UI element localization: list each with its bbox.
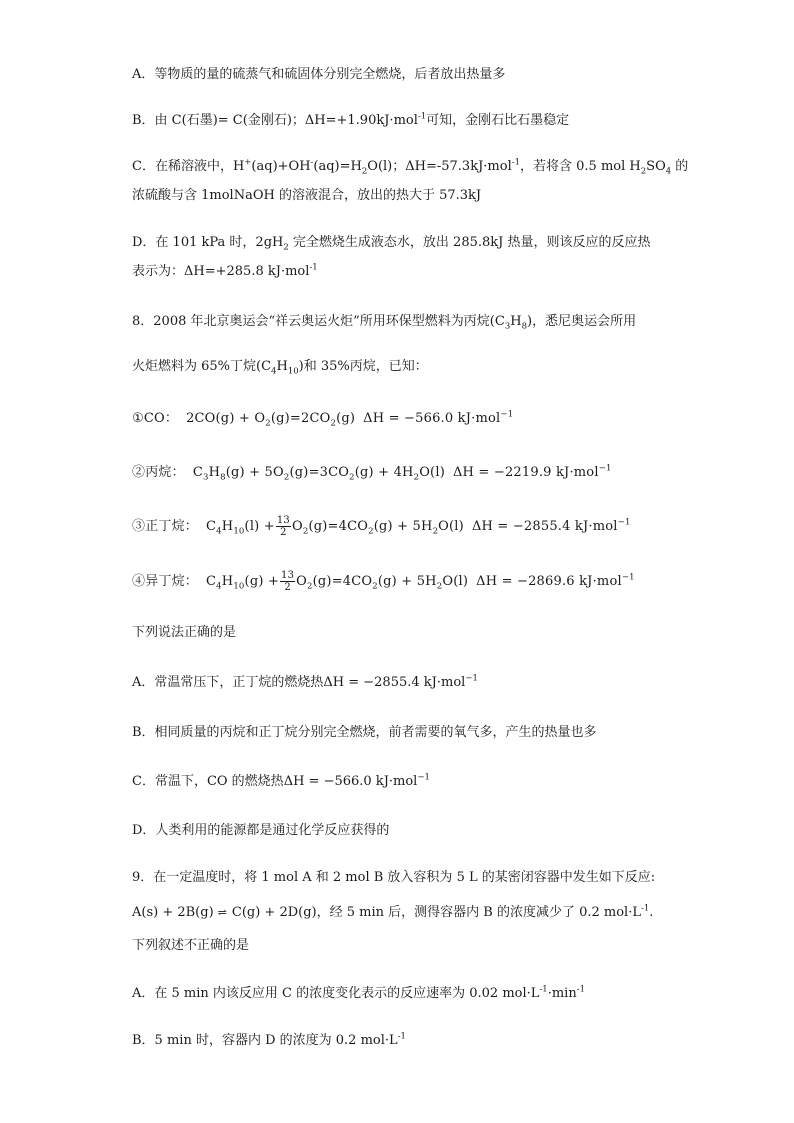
q8-reaction-2: ②丙烷： $C_3H_8(g) + 5O_2(g)=3CO_2(g) + 4H_2O(l) \Delta H = -2219.9$ kJ·mol$^{-1}$ bbox=[132, 463, 612, 483]
q8-prompt: 下列说法正确的是 bbox=[132, 625, 237, 640]
q8-option-a: A．常温常压下，正丁烷的燃烧热ΔH = −2855.4 kJ·mol$^{-1}$ bbox=[132, 673, 478, 690]
q8-stem-line2: 火炬燃料为 65%丁烷$(C_4H_{10})$和 35%丙烷，已知： bbox=[132, 359, 428, 377]
fraction: $\frac{13}{2}$ bbox=[276, 515, 290, 538]
q8-option-c: C．常温下，CO 的燃烧热ΔH = −566.0 kJ·mol$^{-1}$ bbox=[132, 772, 430, 789]
q8-reaction-4: ④异丁烷： $C_4H_{10}(g)$ + $\frac{13}{2}$ $O_2(g)=4CO_2(g) + 5H_2O(l) \Delta H = -2869.6$ kJ·mol$^{-1}$ bbox=[132, 570, 635, 593]
q9-option-b: B．5 min 时，容器内 D 的浓度为 0.2 $mol\cdot L^{-1}$ bbox=[132, 1031, 406, 1048]
q7-option-c-line2: 浓硫酸与含 1molNaOH 的溶液混合，放出的热大于 57.3kJ bbox=[132, 188, 482, 203]
q8-option-d: D．人类利用的能源都是通过化学反应获得的 bbox=[132, 823, 390, 838]
q7-option-d-line1: D．在 101 kPa 时，$2gH_2$ 完全燃烧生成液态水，放出 285.8kJ 热量，则该反应的反应热 bbox=[132, 235, 651, 253]
q9-stem-line3: 下列叙述不正确的是 bbox=[132, 938, 250, 953]
q9-stem-line1: 9．在一定温度时，将 1 mol A 和 2 mol B 放入容积为 5 L 的某密闭容器中发生如下反应: bbox=[132, 870, 656, 885]
q7-option-a: A．等物质的量的硫蒸气和硫固体分别完全燃烧，后者放出热量多 bbox=[132, 67, 506, 82]
q7-option-c-line1: C．在稀溶液中，$H^+(aq)+OH^-(aq)=H_2O(l)$；ΔH=-57.3kJ·mol$^{-1}$，若将含 0.5 mol $H_2SO_4$ 的 bbox=[132, 157, 689, 177]
q8-reaction-3: ③正丁烷： $C_4H_{10}(l)$ + $\frac{13}{2}$ $O_2(g)=4CO_2(g) + 5H_2O(l) \Delta H = -2855.4$ kJ·mol$^{-1}$ bbox=[132, 515, 631, 538]
q9-option-a: A．在 5 min 内该反应用 C 的浓度变化表示的反应速率为 0.02 $mol\cdot L^{-1}\cdot\min^{-1}$ bbox=[132, 984, 585, 1001]
q8-option-b: B．相同质量的丙烷和正丁烷分别完全燃烧，前者需要的氧气多，产生的热量也多 bbox=[132, 725, 597, 740]
fraction: $\frac{13}{2}$ bbox=[281, 570, 295, 593]
q9-stem-line2: A(s) + 2B(g) ⇌ C(g) + 2D(g)，经 5 min 后，测得容器内 B 的浓度减少了 0.2 $mol\cdot L^{-1}$. bbox=[132, 903, 654, 920]
q7-option-d-line2: 表示为：ΔH=+285.8 kJ·mol$^{-1}$ bbox=[132, 262, 318, 279]
q8-reaction-1: ①CO： $2CO(g) + O_2(g)=2CO_2(g) \Delta H = -566.0$ kJ·mol$^{-1}$ bbox=[132, 409, 514, 429]
equilibrium-arrow-icon: ⇌ bbox=[217, 906, 228, 919]
q8-stem-line1: 8．2008 年北京奥运会“祥云奥运火炬”所用环保型燃料为丙烷$(C_3H_8)$，悉尼奥运会所用 bbox=[132, 314, 637, 332]
q7-option-b: B．由 C(石墨)= C(金刚石)；ΔH=+1.90kJ·mol$^{-1}$可知，金刚石比石墨稳定 bbox=[132, 111, 570, 128]
